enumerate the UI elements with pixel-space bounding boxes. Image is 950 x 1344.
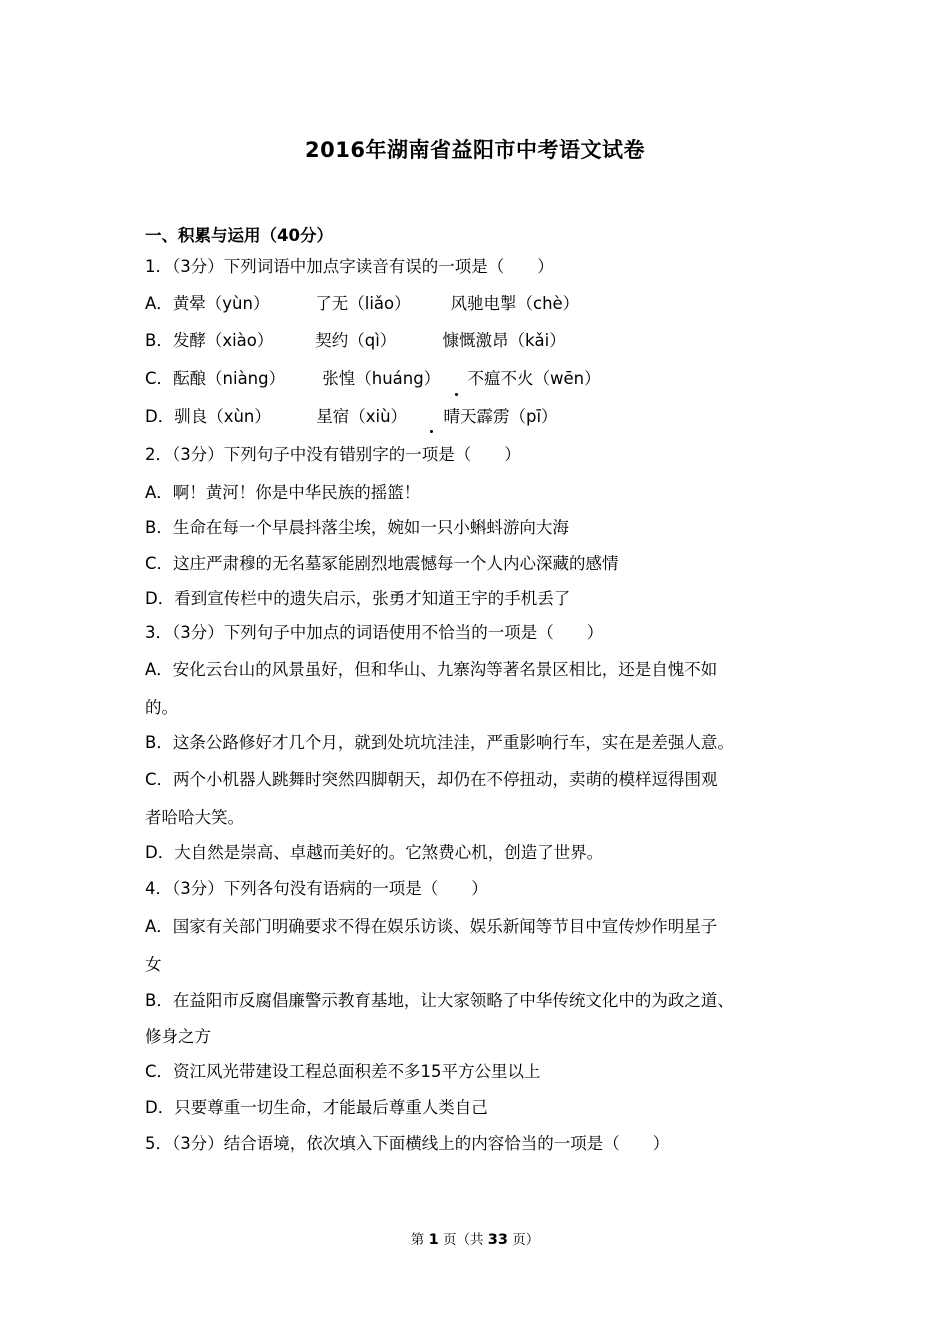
question-3-option-d: D．大自然是崇高、卓越而美好的。它煞费心机，创造了世界。 <box>145 843 604 862</box>
footer-mid: 页（共 <box>442 1232 484 1248</box>
footer-total-pages: 33 <box>487 1232 508 1248</box>
question-3-option-c: C．两个小机器人跳舞时突然四脚朝天，却仍在不停扭动，卖萌的模样逗得围观 <box>145 770 718 789</box>
question-4-option-a-cont: 女 <box>145 955 162 974</box>
question-3-option-b: B．这条公路修好才几个月，就到处坑坑洼洼，严重影响行车，实在是差强人意。 <box>145 733 734 752</box>
question-4-option-a: A．国家有关部门明确要求不得在娱乐访谈、娱乐新闻等节目中宣传炒作明星子 <box>145 917 718 936</box>
option-word: B．发酵（xiào） <box>145 331 274 350</box>
question-2-option-c: C．这庄严肃穆的无名墓冢能剧烈地震憾每一个人内心深藏的感情 <box>145 554 619 573</box>
question-4-option-c: C．资江风光带建设工程总面积差不多15平方公里以上 <box>145 1062 541 1081</box>
question-4-option-b-cont: 修身之方 <box>145 1027 211 1046</box>
question-1-option-c <box>145 368 825 390</box>
option-word: 了无（liǎo） <box>315 294 411 313</box>
footer-prefix: 第 <box>410 1232 425 1248</box>
option-word: 慷慨激昂（kǎi） <box>442 331 566 350</box>
option-word: 契约（qì） <box>315 331 397 350</box>
question-2-option-a: A．啊！黄河！你是中华民族的摇篮！ <box>145 483 421 502</box>
footer-suffix: 页） <box>512 1232 540 1248</box>
footer-page-number: 1 <box>428 1232 439 1248</box>
question-2-option-b: B．生命在每一个早晨抖落尘埃，婉如一只小蝌蚪游向大海 <box>145 518 569 537</box>
question-3-option-a: A．安化云台山的风景虽好，但和华山、九寨沟等著名景区相比，还是自愧不如 <box>145 660 718 679</box>
question-3-option-a-cont: 的。 <box>145 698 178 717</box>
question-3-stem: 3．（3分）下列句子中加点的词语使用不恰当的一项是（ ） <box>145 623 604 642</box>
option-word: 晴天霹雳（pī） <box>443 407 558 426</box>
section-heading: 一、积累与运用（40分） <box>145 226 333 245</box>
page-footer <box>0 1228 950 1248</box>
emphasis-dot <box>455 393 458 396</box>
option-word: 星宿（xiù） <box>316 407 408 426</box>
question-1-option-a <box>145 293 825 315</box>
page-title: 2016年湖南省益阳市中考语文试卷 <box>305 138 645 162</box>
question-1-stem: 1．（3分）下列词语中加点字读音有误的一项是（ ） <box>145 257 554 276</box>
question-2-option-d: D．看到宣传栏中的遗失启示，张勇才知道王宇的手机丢了 <box>145 589 571 608</box>
option-word: A．黄晕（yùn） <box>145 294 270 313</box>
question-1-option-d <box>145 406 825 428</box>
option-word: 张惶（huáng） <box>322 369 441 388</box>
question-5-stem: 5．（3分）结合语境，依次填入下面横线上的内容恰当的一项是（ ） <box>145 1134 670 1153</box>
question-2-stem: 2．（3分）下列句子中没有错别字的一项是（ ） <box>145 445 521 464</box>
question-4-option-b: B．在益阳市反腐倡廉警示教育基地，让大家领略了中华传统文化中的为政之道、 <box>145 991 734 1010</box>
option-word: C．酝酿（niàng） <box>145 369 286 388</box>
question-3-option-c-cont: 者哈哈大笑。 <box>145 808 244 827</box>
emphasis-dot <box>430 430 433 433</box>
option-word: D．驯良（xùn） <box>145 407 271 426</box>
option-word: 风驰电掣（chè） <box>450 294 580 313</box>
question-4-stem: 4．（3分）下列各句没有语病的一项是（ ） <box>145 879 488 898</box>
question-4-option-d: D．只要尊重一切生命，才能最后尊重人类自己 <box>145 1098 488 1117</box>
question-1-option-b <box>145 330 825 352</box>
option-word: 不瘟不火（wēn） <box>467 369 601 388</box>
